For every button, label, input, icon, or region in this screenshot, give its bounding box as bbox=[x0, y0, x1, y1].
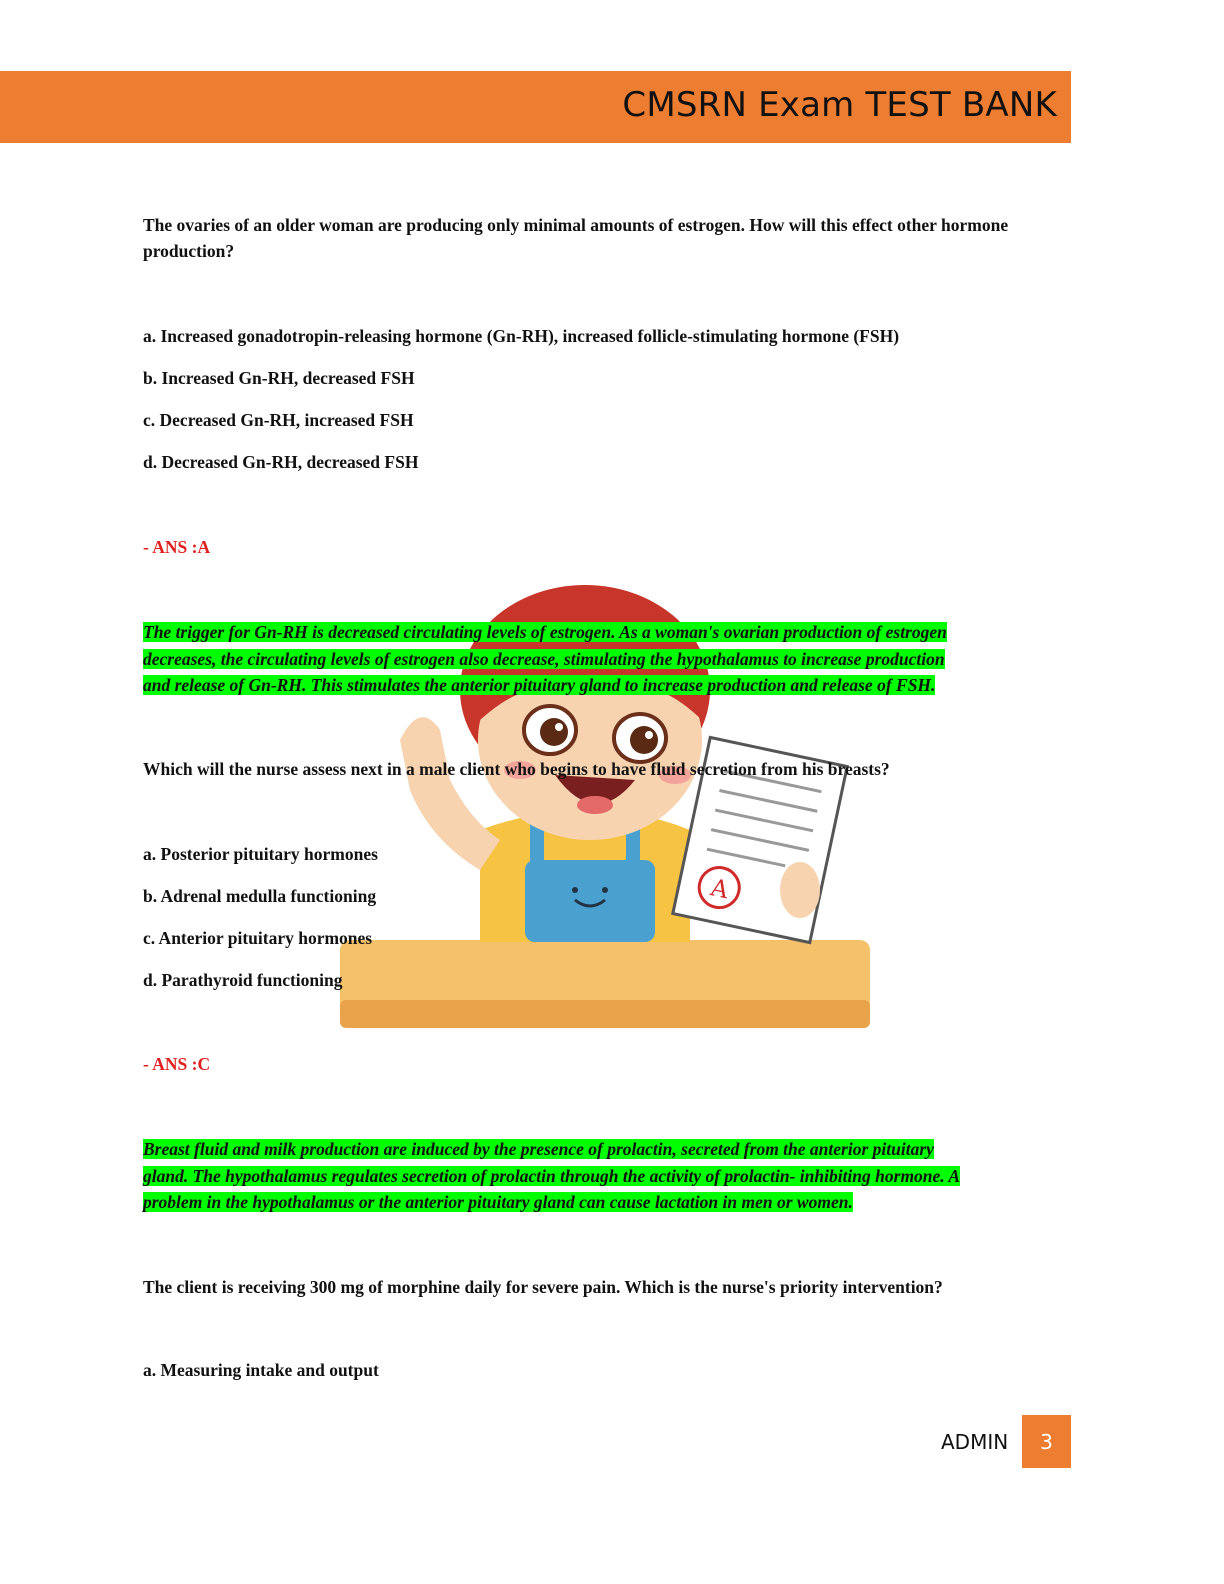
rationale-line: decreases, the circulating levels of estrogen also decrease, stimulating the hypothalamus to increase production bbox=[143, 648, 945, 669]
answer-option: d. Decreased Gn-RH, decreased FSH bbox=[143, 452, 419, 472]
rationale-line: problem in the hypothalamus or the anterior pituitary gland can cause lactation in men or women. bbox=[143, 1192, 853, 1212]
answer-option: c. Anterior pituitary hormones bbox=[143, 928, 373, 948]
answer-option: c. Decreased Gn-RH, increased FSH bbox=[143, 410, 414, 430]
rationale-line: gland. The hypothalamus regulates secretion of prolactin through the activity of prolactin- inhibiting hormone. A bbox=[143, 1165, 961, 1186]
answer-option: a. Posterior pituitary hormones bbox=[143, 844, 378, 864]
question-block-2 bbox=[143, 756, 1073, 1212]
question-stem: The ovaries of an older woman are producing only minimal amounts of estrogen. How will this effect other hormone production? bbox=[143, 215, 1009, 261]
document-title: CMSRN Exam TEST BANK bbox=[622, 85, 1057, 125]
rationale bbox=[143, 619, 1068, 699]
answer-option: d. Parathyroid functioning bbox=[143, 970, 343, 990]
footer-author: ADMIN bbox=[941, 1430, 1009, 1454]
answer-option: b. Adrenal medulla functioning bbox=[143, 886, 377, 906]
page-number: 3 bbox=[1022, 1415, 1071, 1468]
question-stem: The client is receiving 300 mg of morphine daily for severe pain. Which is the nurse's priority intervention? bbox=[143, 1277, 943, 1297]
rationale-line: The trigger for Gn-RH is decreased circulating levels of estrogen. As a woman's ovarian production of estrogen bbox=[143, 622, 947, 642]
answer-option: a. Measuring intake and output bbox=[143, 1360, 379, 1380]
rationale-line: Breast fluid and milk production are induced by the presence of prolactin, secreted from the anterior pituitary bbox=[143, 1139, 934, 1159]
rationale-line: and release of Gn-RH. This stimulates the anterior pituitary gland to increase production and release of FSH. bbox=[143, 675, 936, 695]
question-stem: Which will the nurse assess next in a male client who begins to have fluid secretion from his breasts? bbox=[143, 759, 890, 779]
rationale bbox=[143, 1136, 1068, 1216]
question-block-1 bbox=[143, 212, 1073, 695]
answer-key: - ANS :A bbox=[143, 537, 211, 557]
header-band bbox=[0, 71, 1071, 143]
answer-option: b. Increased Gn-RH, decreased FSH bbox=[143, 368, 415, 388]
answer-key: - ANS :C bbox=[143, 1054, 211, 1074]
answer-option: a. Increased gonadotropin-releasing hormone (Gn-RH), increased follicle-stimulating hormone (FSH) bbox=[143, 326, 900, 346]
question-block-3 bbox=[143, 1274, 1073, 1380]
grade-mark-text: A bbox=[708, 873, 732, 905]
